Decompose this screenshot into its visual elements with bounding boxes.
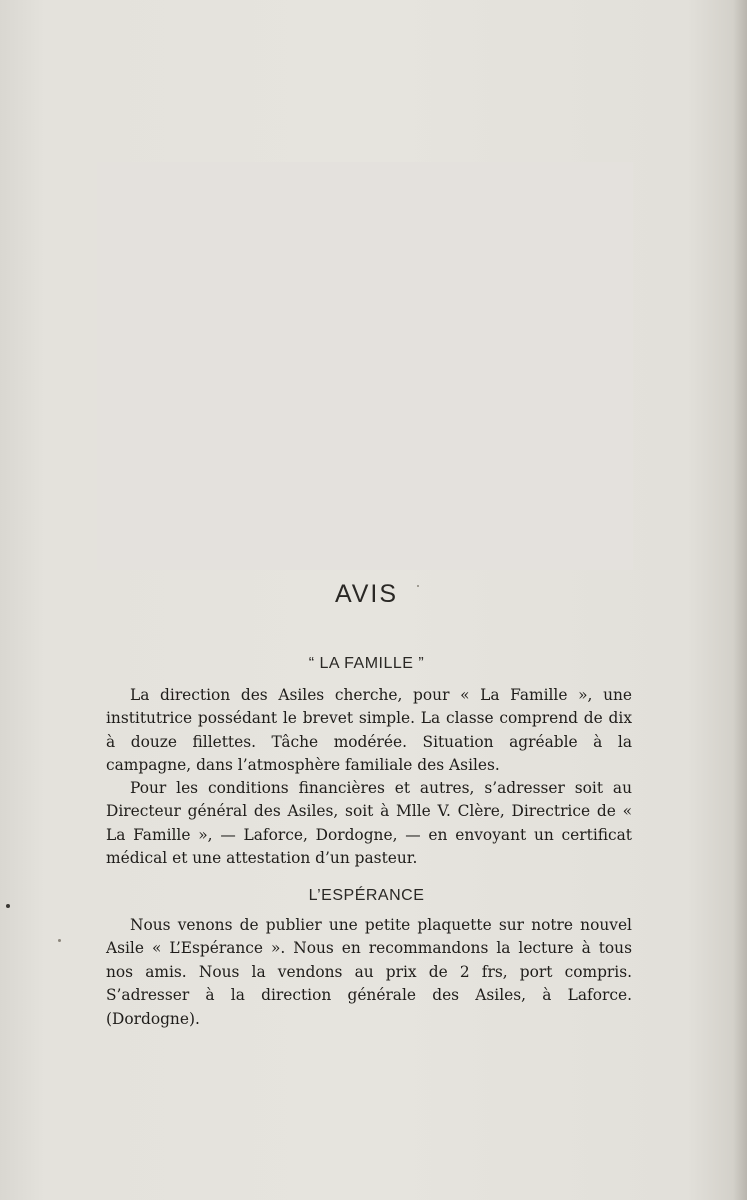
- paragraph-esperance: Nous venons de publier une petite plaquette sur notre nouvel Asile « L’Espérance ». Nous en recommandons la lecture à tous nos amis. Nous la vendons au prix de 2 frs, port compris. S’adresser à la direction générale des Asiles, à Laforce. (Dordogne).: [106, 916, 632, 1028]
- page-edge-shadow: [733, 0, 747, 1200]
- page-title: AVIS: [334, 580, 399, 608]
- paragraph-la-famille-1: La direction des Asiles cherche, pour « La Famille », une institutrice possédant le brevet simple. La classe comprend de dix à douze fillettes. Tâche modérée. Situation agréable à la campagne, dans l’atmosphère familiale des Asiles.: [106, 686, 632, 775]
- blank-image-area: [97, 162, 633, 570]
- paper-speck: [6, 904, 10, 908]
- section-heading-la-famille: “ LA FAMILLE ”: [308, 655, 425, 672]
- section-heading-esperance: L’ESPÉRANCE: [308, 887, 425, 904]
- paragraph-la-famille-2: Pour les conditions financières et autres, s’adresser soit au Directeur général des Asiles, soit à Mlle V. Clère, Directrice de « La Famille », — Laforce, Dordogne, — en envoyant un certificat médical et une attestation d’un pasteur.: [106, 779, 632, 868]
- paper-speck: [58, 939, 61, 942]
- paper-speck: [417, 585, 419, 587]
